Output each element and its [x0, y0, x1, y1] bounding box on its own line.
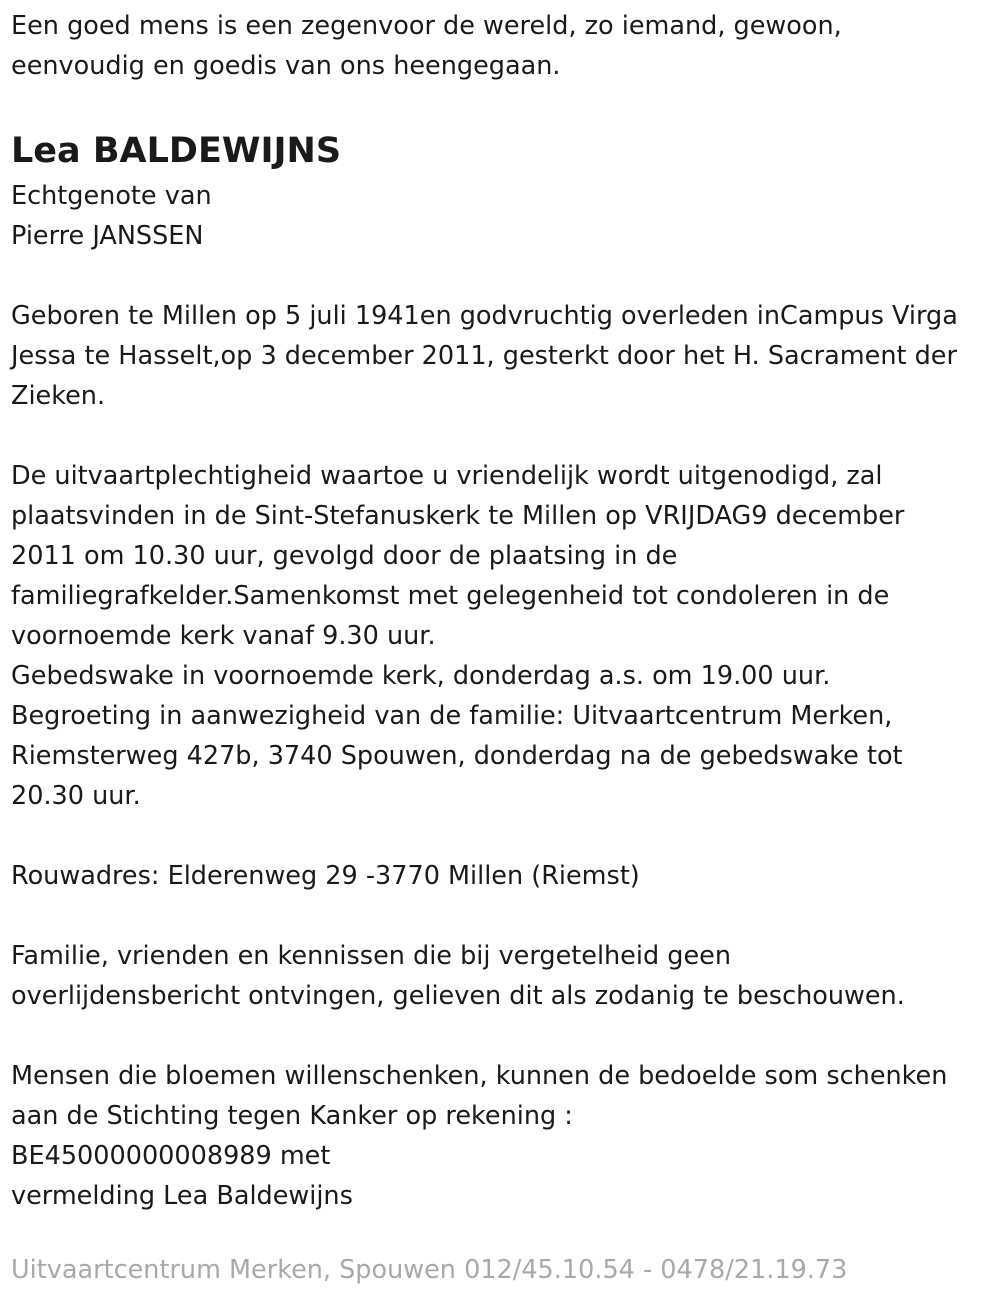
paragraph-line: plaatsvinden in de Sint-Stefanuskerk te Millen op VRIJDAG9 december — [11, 501, 905, 531]
spouse-block — [11, 176, 996, 256]
birth-death-paragraph — [11, 296, 996, 416]
spacer — [11, 416, 996, 456]
paragraph-line: Gebedswake in voornoemde kerk, donderdag a.s. om 19.00 uur. — [11, 661, 831, 691]
intro-line: Een goed mens is een zegenvoor de wereld, zo iemand, gewoon, — [11, 11, 842, 41]
paragraph-line: Zieken. — [11, 381, 106, 411]
funeral-home-footer: Uitvaartcentrum Merken, Spouwen 012/45.10.54 - 0478/21.19.73 — [11, 1255, 848, 1285]
deceased-name: Lea BALDEWIJNS — [11, 131, 342, 171]
bank-account-line: BE45000000008989 met — [11, 1141, 331, 1171]
intro-line: eenvoudig en goedis van ons heengegaan. — [11, 51, 561, 81]
paragraph-line: voornoemde kerk vanaf 9.30 uur. — [11, 621, 436, 651]
paragraph-line: 2011 om 10.30 uur, gevolgd door de plaatsing in de — [11, 541, 678, 571]
paragraph-line: vermelding Lea Baldewijns — [11, 1181, 353, 1211]
paragraph-line: Riemsterweg 427b, 3740 Spouwen, donderdag na de gebedswake tot — [11, 741, 903, 771]
paragraph-line: De uitvaartplechtigheid waartoe u vriendelijk wordt uitgenodigd, zal — [11, 461, 883, 491]
paragraph-line: Mensen die bloemen willenschenken, kunnen de bedoelde som schenken — [11, 1061, 948, 1091]
funeral-paragraph — [11, 456, 996, 816]
spacer — [11, 896, 996, 936]
paragraph-line: overlijdensbericht ontvingen, gelieven dit als zodanig te beschouwen. — [11, 981, 905, 1011]
mourning-address: Rouwadres: Elderenweg 29 -3770 Millen (Riemst) — [11, 861, 640, 891]
paragraph-line: Jessa te Hasselt,op 3 december 2011, gesterkt door het H. Sacrament der — [11, 341, 957, 371]
notice-body — [11, 0, 996, 1290]
spouse-line: Echtgenote van — [11, 181, 212, 211]
paragraph-line: aan de Stichting tegen Kanker op rekening : — [11, 1101, 573, 1131]
paragraph-line: Geboren te Millen op 5 juli 1941en godvruchtig overleden inCampus Virga — [11, 301, 958, 331]
paragraph-line: familiegrafkelder.Samenkomst met gelegenheid tot condoleren in de — [11, 581, 890, 611]
donation-paragraph — [11, 1056, 996, 1216]
paragraph-line: 20.30 uur. — [11, 781, 141, 811]
paragraph-line: Familie, vrienden en kennissen die bij vergetelheid geen — [11, 941, 731, 971]
spacer — [11, 816, 996, 856]
notice-paragraph — [11, 936, 996, 1016]
spacer — [11, 256, 996, 296]
spouse-line: Pierre JANSSEN — [11, 221, 204, 251]
paragraph-line: Begroeting in aanwezigheid van de familie: Uitvaartcentrum Merken, — [11, 701, 893, 731]
spacer — [11, 1016, 996, 1056]
intro-verse — [11, 6, 996, 86]
